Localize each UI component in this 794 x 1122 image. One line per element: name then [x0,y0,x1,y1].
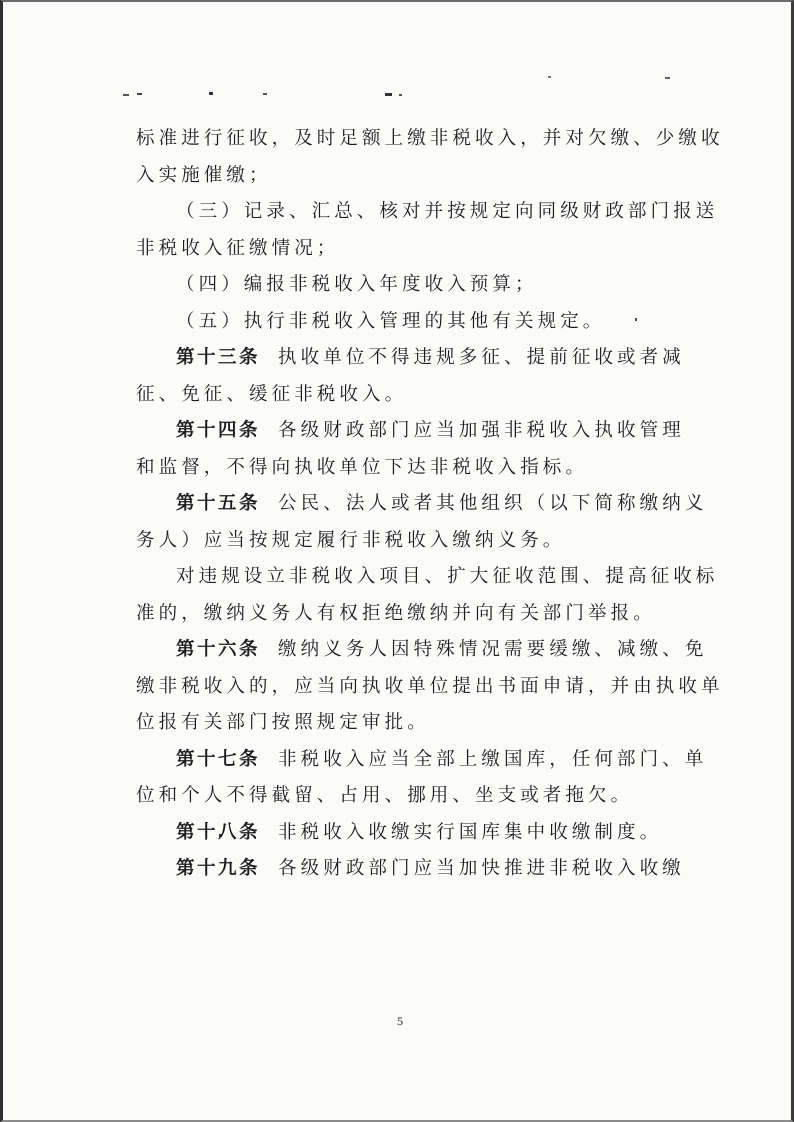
paragraph [136,559,719,632]
text-line [136,194,719,231]
text-line [136,486,708,523]
article-paragraph [136,340,685,413]
article-paragraph [136,486,708,559]
line-text: 和监督，不得向执收单位下达非税收入指标。 [136,456,589,478]
text-line [136,304,676,341]
article-paragraph [136,815,676,852]
text-line [136,267,676,304]
line-text: 非税收入征缴情况； [136,237,340,259]
paragraph [136,121,724,194]
article-number: 第十六条 [176,639,261,660]
line-text: 位报有关部门按照规定审批。 [136,712,430,733]
line-text: 务人）应当按规定履行非税收入缴纳义务。 [136,529,566,551]
line-text: 缴非税收入的，应当向执收单位提出书面申请，并由执收单 [136,675,724,697]
line-text: （四）编报非税收入年度收入预算； [176,274,538,295]
line-text: 各级财政部门应当加强非税收入执收管理 [278,420,685,441]
line-text: 非税收入应当全部上缴国库，任何部门、单 [278,748,708,770]
text-line [136,340,685,377]
page-number: 5 [397,1014,403,1028]
line-text: 对违规设立非税收入项目、扩大征收范围、提高征收标 [176,566,719,587]
text-line [136,377,676,414]
text-line [136,705,676,742]
text-line [136,851,685,888]
paragraph [136,194,719,267]
article-number: 第十九条 [176,858,261,879]
line-text: 标准进行征收，及时足额上缴非税收入，并对欠缴、少缴收 [136,128,724,149]
line-text: 缴纳义务人因特殊情况需要缓缴、减缴、免 [278,639,708,660]
article-paragraph [136,413,685,486]
text-line [136,231,676,268]
paragraph [136,267,676,304]
article-paragraph [136,742,708,815]
text-line [136,778,676,815]
text-line [136,632,708,669]
line-text: 征、免征、缓征非税收入。 [136,383,408,405]
text-line [136,413,685,450]
text-line [136,450,676,487]
article-number: 第十四条 [176,420,261,441]
paragraph [136,304,676,341]
line-text: 各级财政部门应当加快推进非税收入收缴 [278,858,685,879]
document-body [136,121,724,888]
text-line [136,815,676,852]
article-number: 第十七条 [176,748,261,770]
text-line [136,523,676,560]
text-line [136,559,719,596]
text-line [136,121,724,158]
article-paragraph [136,851,685,888]
line-text: 非税收入收缴实行国库集中收缴制度。 [278,821,663,843]
article-number: 第十三条 [176,347,261,368]
article-paragraph [136,632,724,742]
line-text: 准的，缴纳义务人有权拒绝缴纳并向有关部门举报。 [136,602,656,624]
text-line [136,596,676,633]
line-text: 位和个人不得截留、占用、挪用、坐支或者拖欠。 [136,785,634,806]
text-line [136,158,676,195]
text-line [136,669,724,706]
line-text: （三）记录、汇总、核对并按规定向同级财政部门报送 [176,201,719,222]
text-line [136,742,708,779]
line-text: 执收单位不得违规多征、提前征收或者减 [278,347,685,368]
line-text: 入实施催缴； [136,164,272,186]
line-text: （五）执行非税收入管理的其他有关规定。 [176,310,606,332]
article-number: 第十八条 [176,821,261,843]
article-number: 第十五条 [176,493,261,514]
line-text: 公民、法人或者其他组织（以下简称缴纳义 [278,493,708,514]
